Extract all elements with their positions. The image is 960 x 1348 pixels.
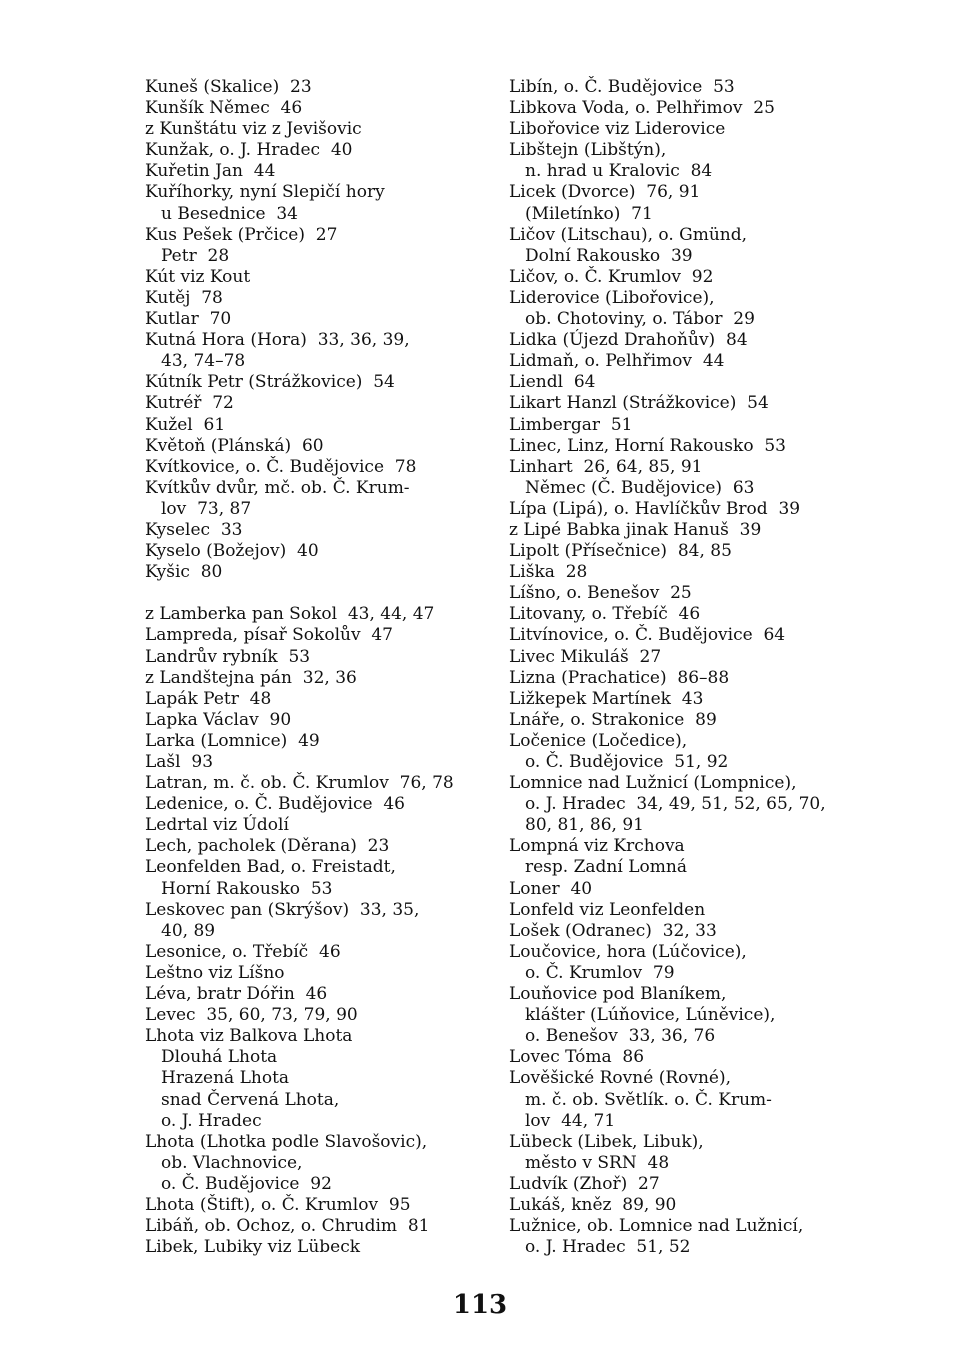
index-entry-line: Lověšické Rovné (Rovné), (509, 1068, 732, 1089)
index-entry-line: Kyselo (Božejov) 40 (145, 541, 319, 562)
index-entry-line: Hrazená Lhota (161, 1068, 290, 1089)
index-entry-line: Němec (Č. Budějovice) 63 (525, 477, 755, 498)
index-entry-line: z Lipé Babka jinak Hanuš 39 (509, 519, 762, 540)
index-entry-line: Libkova Voda, o. Pelhřimov 25 (509, 98, 775, 119)
index-entry-line: o. Č. Budějovice 92 (161, 1173, 332, 1194)
index-entry-line: Lužnice, ob. Lomnice nad Lužnicí, (509, 1216, 804, 1237)
index-entry-line: Lidka (Újezd Drahoňův) 84 (509, 330, 748, 351)
index-entry-line: Lech, pacholek (Děrana) 23 (145, 836, 390, 857)
index-entry-line: Dlouhá Lhota (161, 1047, 278, 1068)
index-entry-line: o. Č. Krumlov 79 (525, 962, 675, 983)
index-entry-line: Kužel 61 (145, 414, 226, 435)
index-entry-line: Lompná viz Krchova (509, 836, 685, 857)
index-entry-line: Lošek (Odranec) 32, 33 (509, 920, 717, 941)
index-entry-line: Kuneš (Skalice) 23 (145, 77, 312, 97)
index-entry-line: Livec Mikuláš 27 (509, 646, 662, 667)
index-entry-line: Ledrtal viz Údolí (145, 815, 289, 836)
index-entry-line: z Lamberka pan Sokol 43, 44, 47 (145, 604, 435, 625)
index-entry-line: o. J. Hradec 34, 49, 51, 52, 65, 70, (525, 794, 826, 815)
index-entry-line: Lonfeld viz Leonfelden (509, 899, 706, 920)
index-entry-line: Lapák Petr 48 (145, 688, 272, 709)
index-entry-line: Lovec Tóma 86 (509, 1047, 645, 1068)
index-entry-line: Litvínovice, o. Č. Budějovice 64 (509, 625, 786, 646)
index-entry-line: Liderovice (Libořovice), (509, 287, 715, 308)
index-entry-line: Líšno, o. Benešov 25 (509, 583, 692, 604)
index-entry-line: Libštejn (Libštýn), (509, 140, 667, 161)
index-entry-line: Kutréř 72 (145, 393, 234, 414)
index-entry-line: Lidmaň, o. Pelhřimov 44 (509, 351, 725, 372)
index-entry-line: Kus Pešek (Prčice) 27 (145, 224, 338, 245)
index-entry-line: Licek (Dvorce) 76, 91 (509, 182, 701, 203)
index-entry-line: Ločenice (Ločedice), (509, 730, 688, 751)
index-section-gap (145, 583, 465, 604)
index-entry-line: ob. Vlachnovice, (161, 1152, 303, 1173)
index-entry-line: Kvítkův dvůr, mč. ob. Č. Krum- (145, 477, 410, 498)
index-entry-line: Lípa (Lipá), o. Havlíčkův Brod 39 (509, 498, 801, 519)
index-entry-line: Lübeck (Libek, Libuk), (509, 1131, 704, 1152)
index-entry-line: z Landštejna pán 32, 36 (145, 667, 357, 688)
index-entry-line: Louňovice pod Blaníkem, (509, 984, 727, 1005)
index-entry-line: o. J. Hradec (161, 1110, 262, 1131)
index-entry-line: Kút viz Kout (145, 266, 251, 287)
index-column-left (145, 77, 465, 1258)
index-entry-line: Květoň (Plánská) 60 (145, 435, 324, 456)
index-entry-line: Linhart 26, 64, 85, 91 (509, 456, 703, 477)
page-number: 113 (452, 1290, 508, 1320)
index-column-right (509, 77, 829, 1258)
index-entry-line: Libořovice viz Liderovice (509, 119, 726, 140)
index-entry-line: Lapka Václav 90 (145, 709, 292, 730)
index-entry-line: Libín, o. Č. Budějovice 53 (509, 77, 735, 97)
index-entry-line: Lizna (Prachatice) 86–88 (509, 667, 730, 688)
index-entry-line: 40, 89 (161, 920, 216, 941)
index-entry-line: u Besednice 34 (161, 203, 298, 224)
index-entry-line: Kyselec 33 (145, 519, 243, 540)
index-entry-line: Larka (Lomnice) 49 (145, 730, 320, 751)
index-entry-line: Leonfelden Bad, o. Freistadt, (145, 857, 396, 878)
index-entry-line: Linec, Linz, Horní Rakousko 53 (509, 435, 786, 456)
index-entry-line: Ličov, o. Č. Krumlov 92 (509, 266, 714, 287)
index-entry-line: Lnáře, o. Strakonice 89 (509, 709, 717, 730)
index-entry-line: Lukáš, kněz 89, 90 (509, 1194, 677, 1215)
index-entry-line: město v SRN 48 (525, 1152, 670, 1173)
index-entry-line: Kvítkovice, o. Č. Budějovice 78 (145, 456, 417, 477)
index-entry-line: Leskovec pan (Skrýšov) 33, 35, (145, 899, 420, 920)
index-entry-line: Kutná Hora (Hora) 33, 36, 39, (145, 330, 410, 351)
index-entry-line: Ližkepek Martínek 43 (509, 688, 704, 709)
index-entry-line: Ledenice, o. Č. Budějovice 46 (145, 794, 405, 815)
index-entry-line: Ličov (Litschau), o. Gmünd, (509, 224, 748, 245)
index-entry-line: m. č. ob. Světlík. o. Č. Krum- (525, 1089, 772, 1110)
index-entry-line: Horní Rakousko 53 (161, 878, 333, 899)
index-entry-line: Lhota (Štift), o. Č. Krumlov 95 (145, 1194, 411, 1215)
index-entry-line: Likart Hanzl (Strážkovice) 54 (509, 393, 769, 414)
index-entry-line: 43, 74–78 (161, 351, 246, 372)
index-entry-line: resp. Zadní Lomná (525, 857, 687, 878)
index-entry-line: n. hrad u Kralovic 84 (525, 161, 713, 182)
index-entry-line: o. J. Hradec 51, 52 (525, 1237, 691, 1258)
index-entry-line: o. Benešov 33, 36, 76 (525, 1026, 716, 1047)
index-entry-line: Kutěj 78 (145, 287, 223, 308)
index-entry-line: Petr 28 (161, 245, 230, 266)
index-entry-line: Liška 28 (509, 562, 588, 583)
index-entry-line: o. Č. Budějovice 51, 92 (525, 752, 729, 772)
index-entry-line: Levec 35, 60, 73, 79, 90 (145, 1005, 358, 1026)
index-entry-line: klášter (Lúňovice, Lúněvice), (525, 1005, 776, 1026)
index-entry-line: (Miletínko) 71 (525, 203, 653, 224)
index-entry-line: 80, 81, 86, 91 (525, 815, 644, 836)
index-entry-line: snad Červená Lhota, (161, 1089, 340, 1110)
index-entry-line: Limbergar 51 (509, 414, 633, 435)
index-entry-line: Latran, m. č. ob. Č. Krumlov 76, 78 (145, 773, 454, 794)
index-entry-line: Léva, bratr Dóřin 46 (145, 984, 328, 1005)
index-entry-line: Kunžak, o. J. Hradec 40 (145, 140, 353, 161)
index-entry-line: Liendl 64 (509, 372, 596, 393)
index-entry-line: Lašl 93 (145, 752, 214, 772)
index-entry-line: Loučovice, hora (Lúčovice), (509, 941, 747, 962)
index-entry-line: Kuříhorky, nyní Slepičí hory (145, 182, 385, 203)
index-entry-line: Lhota viz Balkova Lhota (145, 1026, 353, 1047)
index-entry-line: Kyšic 80 (145, 562, 223, 583)
index-entry-line: Kutlar 70 (145, 309, 232, 330)
index-entry-line: lov 73, 87 (161, 498, 252, 519)
index-entry-line: Leštno viz Líšno (145, 962, 285, 983)
index-entry-line: ob. Chotoviny, o. Tábor 29 (525, 309, 755, 330)
index-entry-line: Landrův rybník 53 (145, 646, 311, 667)
index-entry-line: Dolní Rakousko 39 (525, 245, 693, 266)
index-entry-line: Kútník Petr (Strážkovice) 54 (145, 372, 395, 393)
index-entry-line: Lhota (Lhotka podle Slavošovic), (145, 1131, 428, 1152)
index-entry-line: z Kunštátu viz z Jevišovic (145, 119, 362, 140)
index-entry-line: Ludvík (Zhoř) 27 (509, 1173, 660, 1194)
index-entry-line: Kunšík Němec 46 (145, 98, 303, 119)
index-entry-line: Libek, Lubiky viz Lübeck (145, 1237, 361, 1258)
index-entry-line: Libáň, ob. Ochoz, o. Chrudim 81 (145, 1216, 430, 1237)
index-entry-line: Loner 40 (509, 878, 593, 899)
index-entry-line: Lampreda, písař Sokolův 47 (145, 625, 393, 646)
index-entry-line: lov 44, 71 (525, 1110, 616, 1131)
index-entry-line: Lesonice, o. Třebíč 46 (145, 941, 341, 962)
index-entry-line: Kuřetin Jan 44 (145, 161, 276, 182)
index-entry-line: Lipolt (Přísečnice) 84, 85 (509, 541, 732, 562)
index-entry-line: Litovany, o. Třebíč 46 (509, 604, 701, 625)
index-entry-line: Lomnice nad Lužnicí (Lompnice), (509, 773, 797, 794)
